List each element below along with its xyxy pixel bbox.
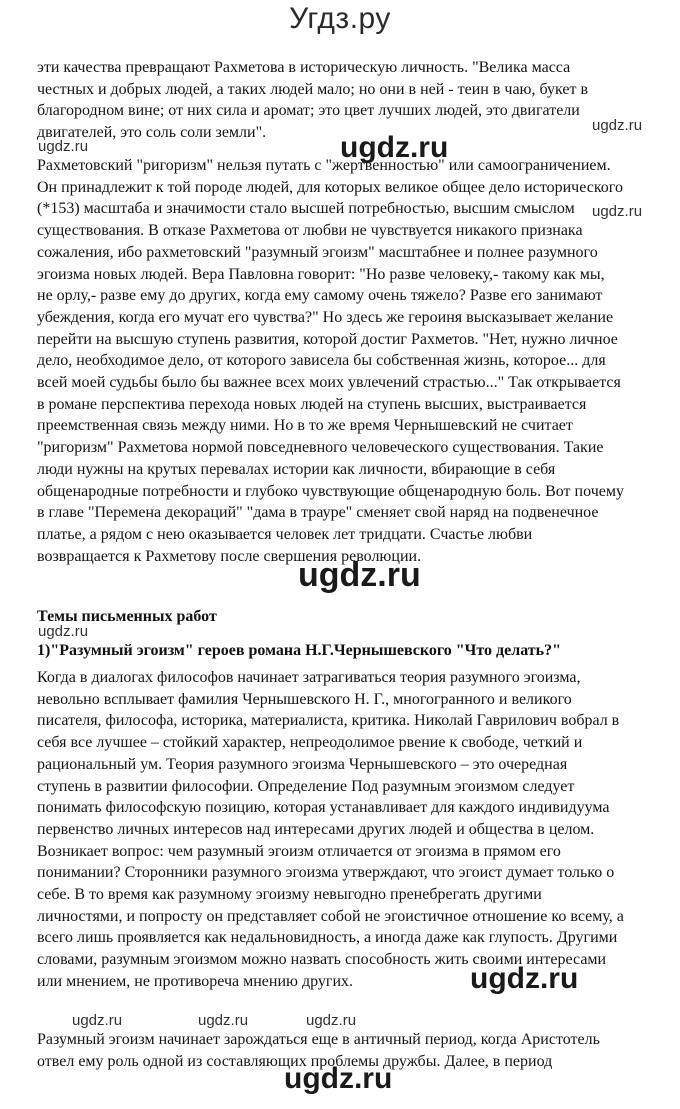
article-paragraph: Когда в диалогах философов начинает затрагиваться теория разумного эгоизма, невольно всплывает фамилия Чернышевского Н. Г., многогранного и великого писателя, философа, историка, материалиста, критика. Николай Гаврилович вобрал в себя все лучшее – стойкий характер, непреодолимое рвение к свободе, четкий и рациональный ум. Теория разумного эгоизма Чернышевского – это очередная ступень в развитии философии. Определение Под разумным эгоизмом следует понимать философскую позицию, которая устанавливает для каждого индивидуума первенство личных интересов над интересами других людей и общества в целом. Возникает вопрос: чем разумный эгоизм отличается от эгоизма в прямом его понимании? Сторонники разумного эгоизма утверждают, что эгоист думает только о себе. В то время как разумному эгоизму невыгодно пренебрегать другими личностями, и попросту он представляет собой не эгоистичное отношение ко всему, а всего лишь проявляется как недальновидность, а иногда даже как глупость. Другими словами, разумным эгоизмом можно назвать способность жить своими интересами или мнением, не противореча мнению других. <box>37 669 624 990</box>
watermark: ugdz.ru <box>340 131 449 164</box>
watermark: ugdz.ru <box>284 1062 393 1095</box>
watermark: ugdz.ru <box>38 623 89 640</box>
watermark: ugdz.ru <box>298 556 421 594</box>
article-paragraph: эти качества превращают Рахметова в историческую личность. "Велика масса честных и добрых людей, а таких людей мало; но они в ней - теин в чаю, букет в благородном вине; от них сила и аромат; это цвет лучших людей, это двигатели двигателей, это соль соли земли". <box>37 59 589 142</box>
essay-heading: 1)"Разумный эгоизм" героев романа Н.Г.Чернышевского "Что делать?" <box>37 642 562 659</box>
watermark: ugdz.ru <box>72 1012 123 1029</box>
watermark: ugdz.ru <box>306 1012 357 1029</box>
section-heading: Темы письменных работ <box>37 608 217 625</box>
watermark: ugdz.ru <box>198 1012 249 1029</box>
article-paragraph: Разумный эгоизм начинает зарождаться еще в античный период, когда Аристотель отвел ему роль одной из составляющих проблемы дружбы. Далее, в период <box>37 1031 600 1070</box>
watermark: ugdz.ru <box>592 203 643 220</box>
site-header-title: Угдз.ру <box>289 2 391 35</box>
watermark: ugdz.ru <box>592 117 643 134</box>
watermark: ugdz.ru <box>470 962 579 995</box>
watermark: ugdz.ru <box>38 138 89 155</box>
article-paragraph: Рахметовский "ригоризм" нельзя путать с "жертвенностью" или самоограничением. Он принадлежит к той породе людей, для которых великое общее дело исторического (*153) масштаба и значимости стало высшей потребностью, высшим смыслом существования. В отказе Рахметова от любви не чувствуется никакого признака сожаления, ибо рахметовский "разумный эгоизм" масштабнее и полнее разумного эгоизма новых людей. Вера Павловна говорит: "Но разве человеку,- такому как мы, не орлу,- разве ему до других, когда ему самому очень тяжело? Разве его занимают убеждения, когда его мучат его чувства?" Но здесь же героиня высказывает желание перейти на высшую ступень развития, которой достиг Рахметов. "Нет, нужно личное дело, необходимое дело, от которого зависела бы собственная жизнь, которое... для всей моей судьбы было бы важнее всех моих увлечений страстью..." Так открывается в романе перспектива перехода новых людей на ступень высших, выстраивается преемственная связь между ними. Но в то же время Чернышевский не считает "ригоризм" Рахметова нормой повседневного человеческого существования. Такие люди нужны на крутых перевалах истории как личности, вбирающие в себя общенародные потребности и глубоко чувствующие общенародную боль. Вот почему в главе "Перемена декораций" "дама в трауре" сменяет свой наряд на подвенечное платье, а рядом с нею оказывается человек лет тридцати. Счастье любви возвращается к Рахметову после свершения революции. <box>37 157 624 565</box>
